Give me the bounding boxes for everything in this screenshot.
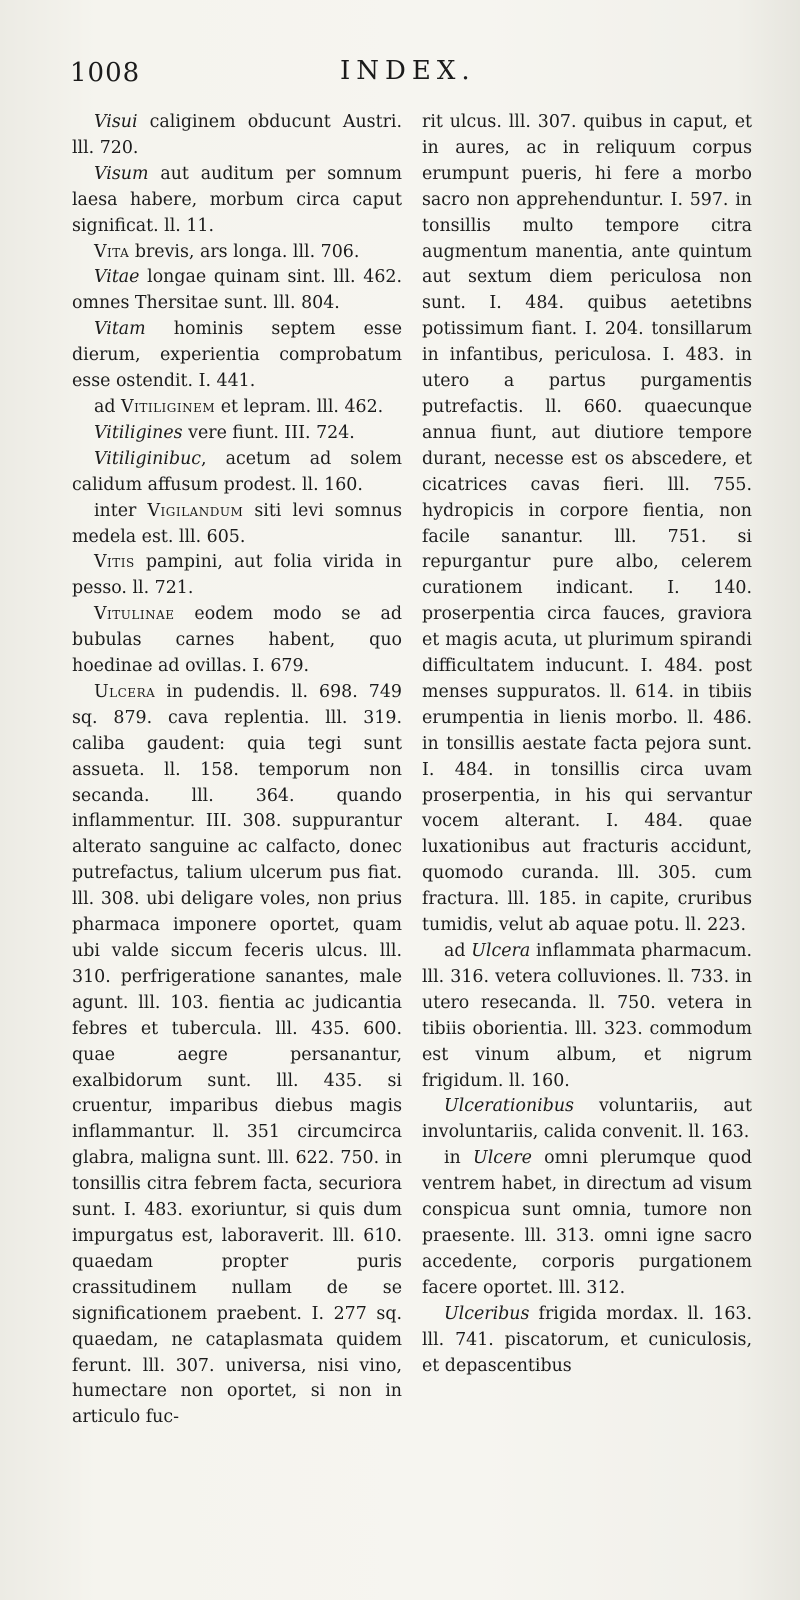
index-entry: Vitiliginibuc, acetum ad solem calidum affusum prodest. ll. 160. bbox=[72, 448, 402, 495]
index-entry: Visum aut auditum per somnum laesa habere, morbum circa caput significat. ll. 11. bbox=[72, 163, 402, 236]
index-entry: Ulcera in pudendis. ll. 698. 749 sq. 879. cava replentia. lll. 319. caliba gaudent: quia tegi sunt assueta. ll. 158. temporum non secanda. lll. 364. quando inflammentur. III. 308. suppurantur alterato sanguine ac calfacto, donec putrefactus, talium ulcerum pus fiat. lll. 308. ubi deligare voles, non prius pharmaca imponere oportet, quam ubi valde siccum feceris ulcus. lll. 310. perfrigeratione sanantes, male agunt. lll. 103. fientia ac judicantia febres et tubercula. lll. 435. 600. quae aegre persanantur, exalbidorum sunt. lll. 435. si cruentur, imparibus diebus magis inflammantur. ll. 351 circumcirca glabra, maligna sunt. lll. 622. 750. in tonsillis citra febrem facta, securiora sunt. I. 483. exoriuntur, si quis dum impurgatus est, laboraverit. lll. 610. quaedam propter puris crassitudinem nullam de se significationem praebent. I. 277 sq. quaedam, ne cataplasmata quidem ferunt. lll. 307. universa, nisi vino, humectare non oportet, si non in articulo fuc- bbox=[72, 681, 402, 1428]
index-entry: ad Vitiliginem et lepram. lll. 462. bbox=[94, 396, 384, 417]
index-entry: in Ulcere omni plerumque quod ventrem habet, in directum ad visum conspicua sunt omnia, tumore non praesente. lll. 313. omni igne sacro accedente, corporis purgationem facere oportet. lll. 312. bbox=[422, 1148, 753, 1298]
index-entry: Visui caliginem obducunt Austri. lll. 720. bbox=[72, 112, 402, 158]
index-entry: Vita brevis, ars longa. lll. 706. bbox=[94, 241, 360, 262]
index-entry-continuation: rit ulcus. lll. 307. quibus in caput, et in aures, ac in reliquum corpus erumpunt pueris, hi fere a morbo sacro non apprehenduntur. I. 597. in tonsillis multo tempore citra augmentum manentia, ante quintum aut sextum diem periculosa non sunt. I. 484. quibus aetetibns potissimum fiant. I. 204. tonsillarum in infantibus, periculosa. I. 483. in utero a partus purgamentis putrefactis. ll. 660. quaecunque annua fiunt, aut diutiore tempore durant, necesse est os abscedere, et cicatrices cavas fieri. lll. 755. hydropicis in corpore fientia, non facile sanantur. lll. 751. si repurgantur pure albo, celerem curationem indicant. I. 140. proserpentia circa fauces, graviora et magis acuta, ut plurimum spirandi difficultatem inducunt. I. 484. post menses suppuratos. ll. 614. in tibiis erumpentia in lienis morbo. ll. 486. in tonsillis aestate facta pejora sunt. I. 484. in tonsillis circa uvam proserpentia, in his qui servantur vocem alterant. I. 484. quae luxationibus aut fracturis accidunt, quomodo curanda. lll. 305. cum fractura. lll. 185. in capite, cruribus tumidis, velut ab aquae potu. ll. 223. bbox=[422, 112, 752, 936]
index-entry: Vitulinae eodem modo se ad bubulas carnes habent, quo hoedinae ad ovillas. I. 679. bbox=[72, 604, 402, 677]
index-entry: inter Vigilandum siti levi somnus medela est. lll. 605. bbox=[72, 500, 402, 547]
index-entry: Ulcerationibus voluntariis, aut involuntariis, calida convenit. ll. 163. bbox=[422, 1096, 752, 1143]
index-entry: Vitam hominis septem esse dierum, experientia comprobatum esse ostendit. I. 441. bbox=[72, 319, 402, 392]
index-entry: Vitis pampini, aut folia virida in pesso. ll. 721. bbox=[72, 552, 402, 599]
running-head: INDEX. bbox=[340, 56, 476, 86]
index-entry: Ulceribus frigida mordax. ll. 163. lll. 741. piscatorum, et cuniculosis, et depascentibus bbox=[422, 1303, 752, 1376]
index-entry: Vitiligines vere fiunt. III. 724. bbox=[94, 422, 355, 443]
left-column bbox=[72, 110, 402, 1431]
index-entry: Vitae longae quinam sint. lll. 462. omnes Thersitae sunt. lll. 804. bbox=[72, 267, 402, 314]
page-header bbox=[70, 50, 750, 90]
page-number: 1008 bbox=[70, 58, 141, 88]
right-column bbox=[422, 110, 752, 1379]
index-entry: ad Ulcera inflammata pharmacum. lll. 316. vetera colluviones. ll. 733. in utero resecanda. ll. 750. vetera in tibiis oborientia. lll. 323. commodum est vinum album, et nigrum frigidum. ll. 160. bbox=[422, 941, 752, 1091]
